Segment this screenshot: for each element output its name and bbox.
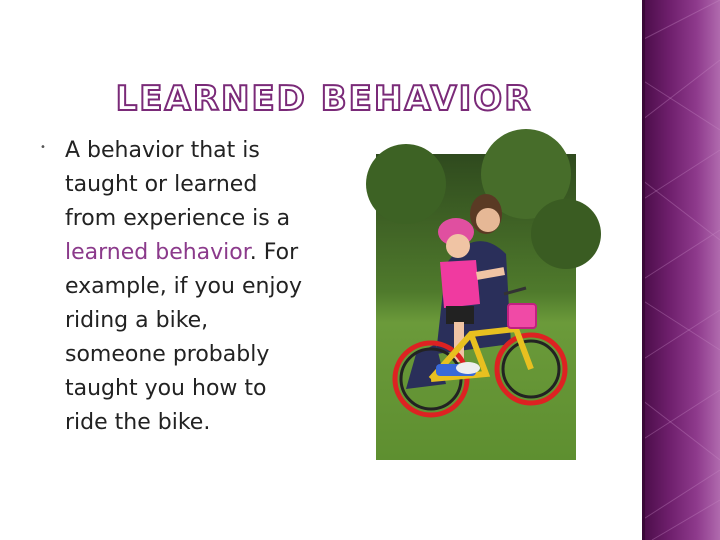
slide-title	[115, 74, 533, 119]
body-paragraph	[65, 134, 305, 440]
body-text-end: . For example, if you enjoy riding a bike, someone probably taught you how to ride the bike.	[65, 240, 303, 435]
bullet-marker: •	[40, 142, 46, 153]
photo-child-riding-bike	[376, 154, 576, 460]
slide-title-text: LEARNED BEHAVIOR	[115, 79, 533, 119]
decorative-side-band	[642, 0, 720, 540]
highlighted-term: learned behavior	[65, 240, 250, 265]
side-band-pattern	[642, 0, 720, 540]
body-text-start: A behavior that is taught or learned from experience is a	[65, 138, 291, 231]
